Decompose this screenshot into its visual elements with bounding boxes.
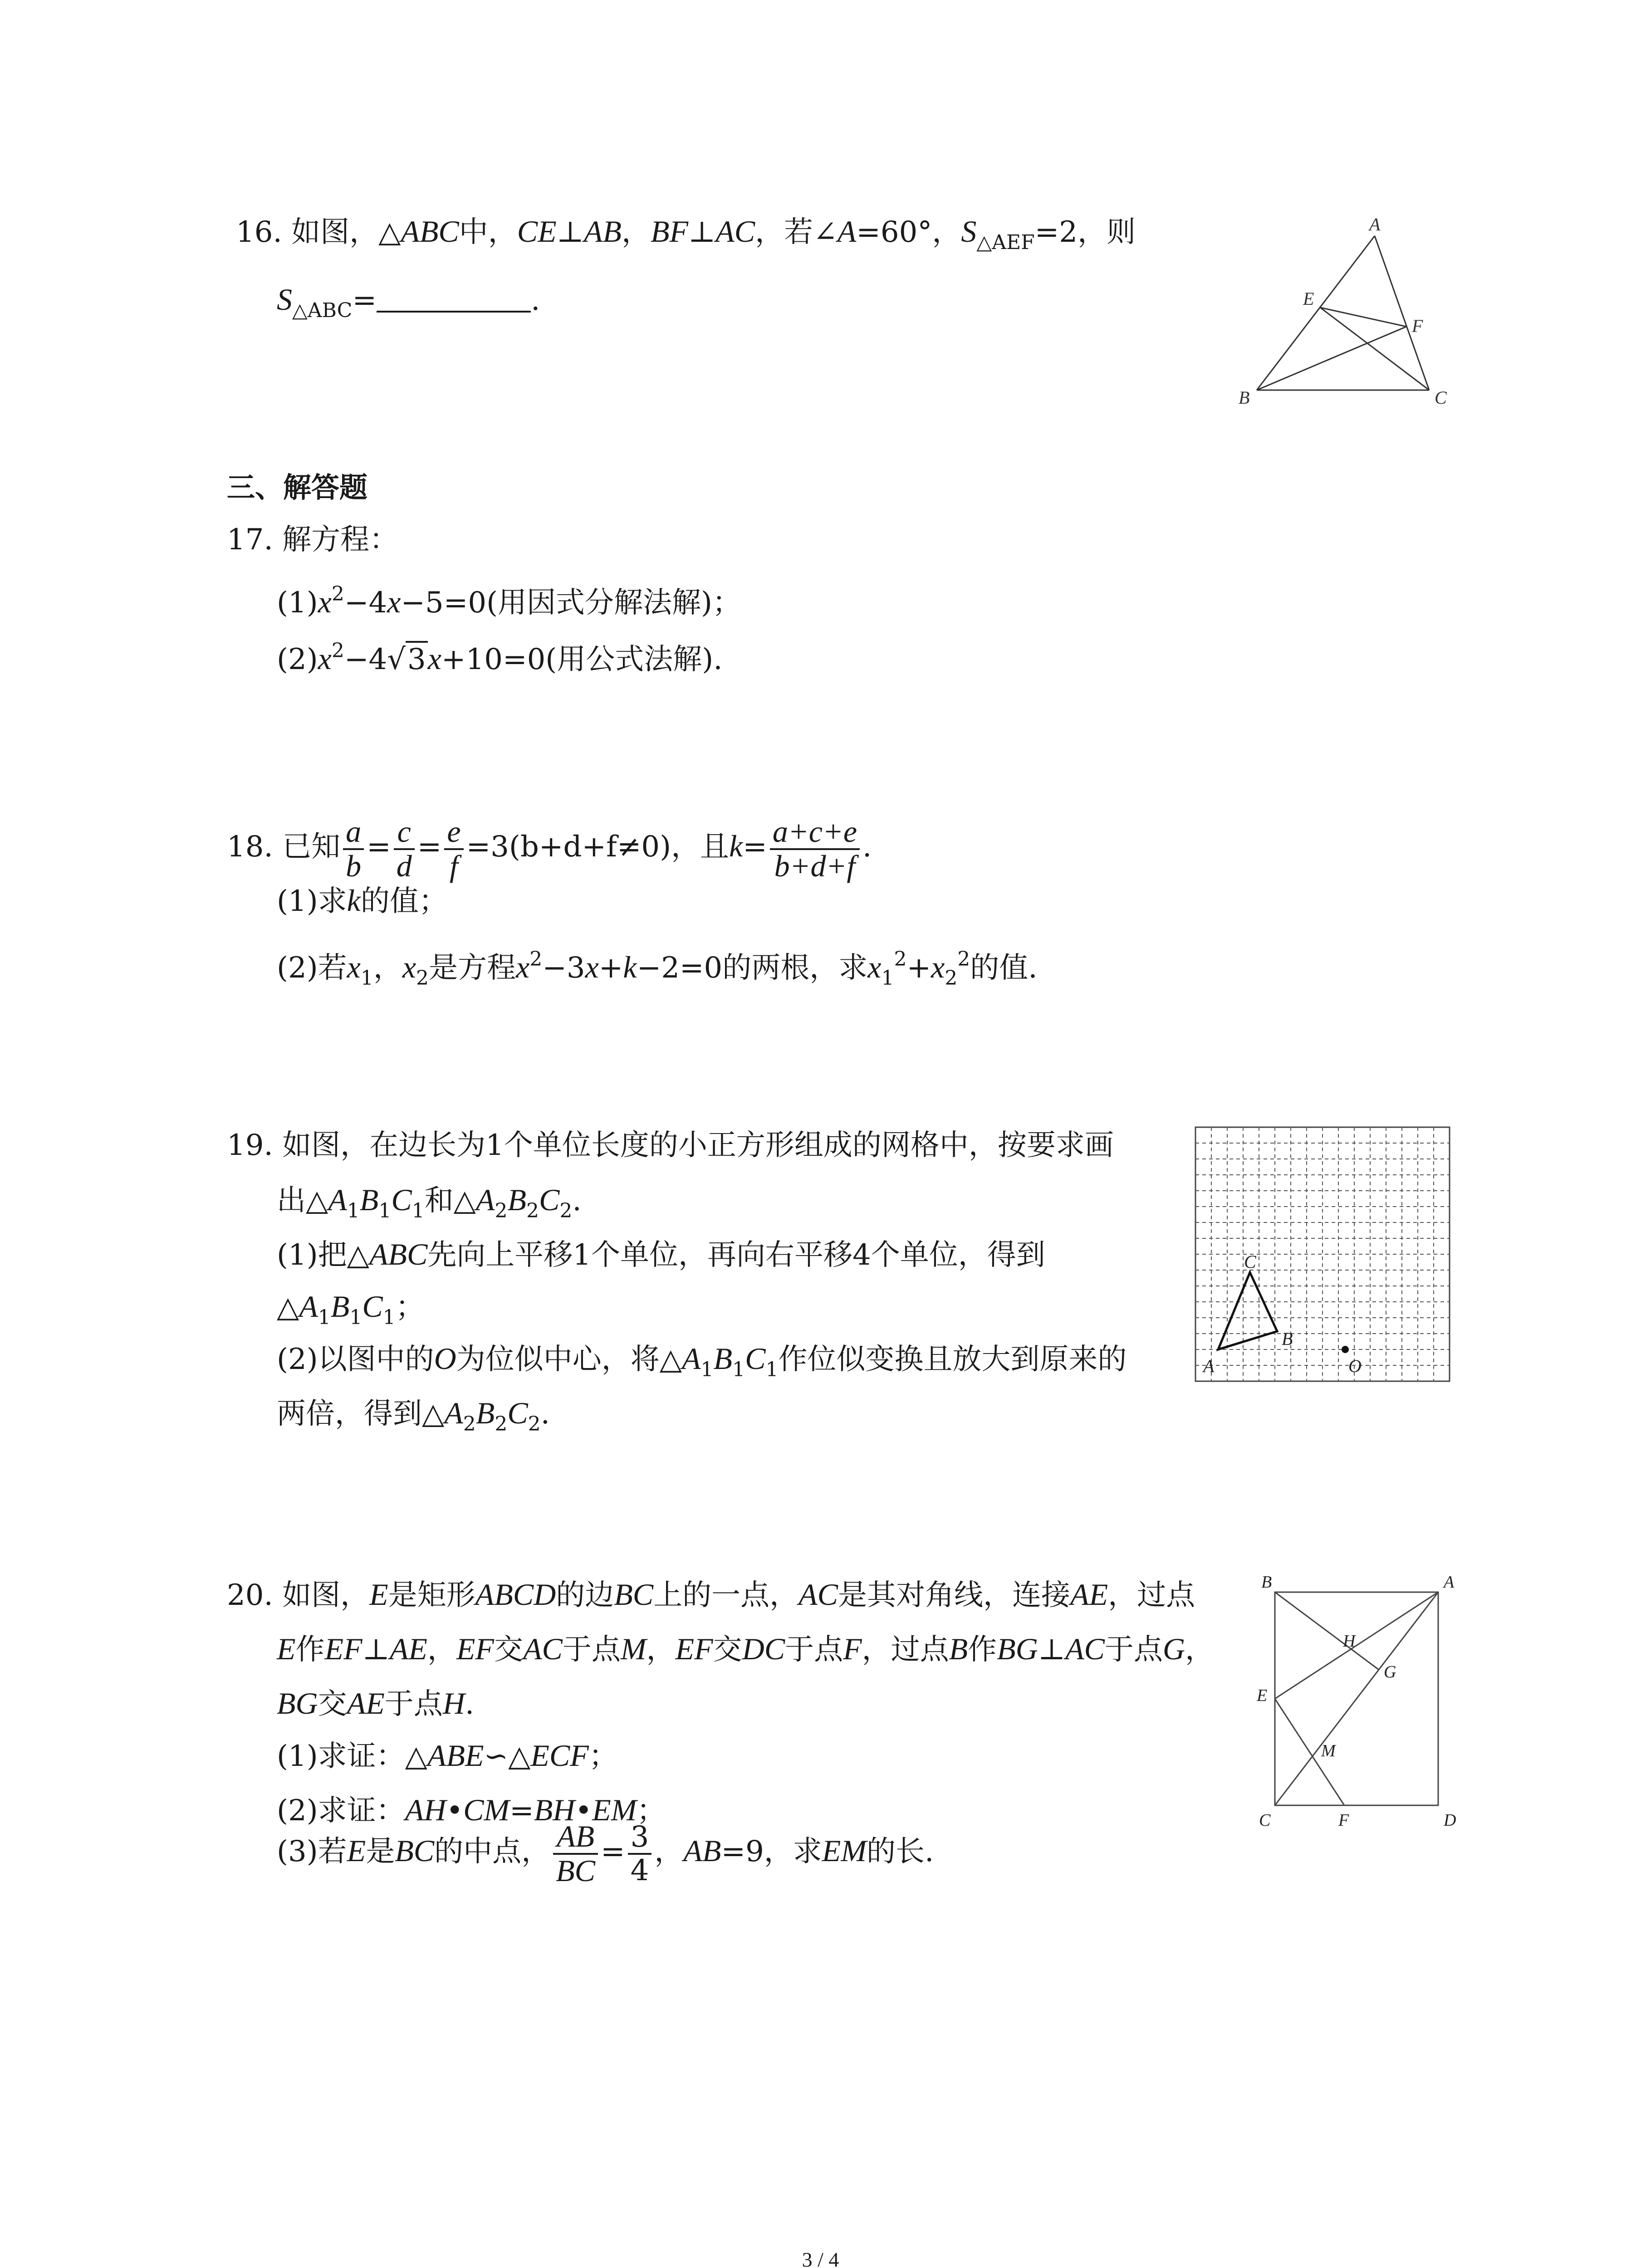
label-m: M <box>1321 1741 1336 1760</box>
label-c: C <box>1435 387 1447 408</box>
fraction-k: $\frac{a+c+e}{b+d+f}$ <box>770 816 860 883</box>
fraction-c-d: $\frac{c}{d}$ <box>394 816 415 883</box>
q17-part2: $(2)x^2-4√3x+10=0$(用公式法解). <box>277 633 723 678</box>
side-ab <box>1257 236 1375 390</box>
q18-part2: (2)若$x_1$，$x_2$是方程$x^2-3x+k-2=0$的两根，求$x_1^2+x_2^2$的值. <box>277 948 1038 990</box>
label-c: C <box>1259 1811 1271 1830</box>
q19-line6: 两倍，得到$\triangle A_2B_2C_2$. <box>277 1396 550 1436</box>
fraction-3-4: $\frac{3}{4}$ <box>628 1821 652 1887</box>
label-b: B <box>1239 387 1250 408</box>
q20-line1: 20. 如图，E是矩形ABCD的边BC上的一点，AC是其对角线，连接AE，过点 <box>227 1577 1195 1612</box>
center-o <box>1342 1346 1349 1353</box>
q20-part2: (2)求证：AH•CM=BH•EM； <box>277 1793 666 1828</box>
fraction-a-b: $\frac{a}{b}$ <box>343 816 364 883</box>
q20-line3: BG交AE于点H. <box>277 1686 475 1721</box>
question-number: 19. <box>227 1129 273 1162</box>
q20-line2: E作EF⊥AE，EF交AC于点M，EF交DC于点F，过点B作BG⊥AC于点G， <box>277 1632 1215 1667</box>
label-c: C <box>1244 1251 1256 1272</box>
square-root: √3 <box>387 641 428 678</box>
label-f: F <box>1338 1811 1349 1830</box>
diagonal-ac <box>1275 1592 1438 1805</box>
label-d: D <box>1444 1811 1456 1830</box>
answer-blank[interactable] <box>377 285 531 313</box>
grid-lines <box>1195 1127 1450 1381</box>
section-title: 三、解答题 <box>227 471 368 504</box>
page-number: 3 / 4 <box>802 2248 839 2268</box>
q17-stem: 17. 解方程： <box>227 523 399 557</box>
segment-ae <box>1275 1592 1438 1699</box>
q17-part1: $(1)x^2-4x-5=0$(用因式分解法解)； <box>277 582 741 620</box>
label-b: B <box>1282 1329 1293 1349</box>
label-b: B <box>1261 1573 1272 1592</box>
grid-border <box>1195 1127 1450 1381</box>
question-number: 17. <box>227 523 273 557</box>
q19-line1: 19. 如图，在边长为1个单位长度的小正方形组成的网格中，按要求画 <box>227 1129 1114 1162</box>
q19-line4: $\triangle A_1B_1C_1$； <box>277 1289 425 1329</box>
question-number: 18. <box>227 830 273 864</box>
q18-stem: 18. 已知 $\frac{a}{b}$ = $\frac{c}{d}$ = $\frac{e}{f}$ =3(b+d+f≠0)，且k= $\frac{a+c+e}{b+d+f}$ . <box>227 814 872 883</box>
label-o: O <box>1348 1356 1362 1376</box>
q19-line3: (1)把△ABC先向上平移1个单位，再向右平移4个单位，得到 <box>277 1237 1045 1272</box>
q19-line5: (2)以图中的O为位似中心，将$\triangle A_1B_1C_1$作位似变换且放大到原来的 <box>277 1341 1127 1381</box>
q18-part1: (1)求k的值； <box>277 883 448 918</box>
side-ac <box>1375 236 1429 390</box>
segment-bf <box>1257 327 1406 390</box>
segment-bg <box>1275 1592 1379 1670</box>
q19-line2: 出$\triangle A_1B_1C_1$和$\triangle A_2B_2C_2$. <box>277 1183 582 1222</box>
q19-grid-figure <box>1193 1125 1452 1383</box>
label-h: H <box>1343 1632 1356 1651</box>
label-a: A <box>1203 1356 1215 1376</box>
q20-part1: (1)求证：△ABE∽△ECF； <box>277 1738 618 1773</box>
label-e: E <box>1257 1686 1268 1705</box>
q16-triangle-figure <box>1216 213 1470 413</box>
q16-line1: 16. 如图，△ABC中，CE⊥AB，BF⊥AC，若∠A=60°，$S_{\triangle AEF}=2$，则 <box>236 214 1136 254</box>
q20-rectangle-figure <box>1243 1569 1470 1833</box>
q16-line2: $S_{\triangle ABC}=$ . <box>277 282 540 322</box>
fraction-ab-bc: $\frac{AB}{BC}$ <box>553 1820 598 1887</box>
label-a: A <box>1444 1573 1455 1592</box>
fraction-e-f: $\frac{e}{f}$ <box>444 816 463 883</box>
label-f: F <box>1412 316 1423 336</box>
label-g: G <box>1384 1662 1396 1681</box>
q20-part3: (3)若E是BC的中点， $\frac{AB}{BC}$ = $\frac{3}{4}$ ，AB=9，求EM的长. <box>277 1818 934 1888</box>
label-a: A <box>1369 214 1381 235</box>
label-e: E <box>1303 288 1314 309</box>
question-number: 16. <box>236 215 282 249</box>
question-number: 20. <box>227 1579 273 1612</box>
